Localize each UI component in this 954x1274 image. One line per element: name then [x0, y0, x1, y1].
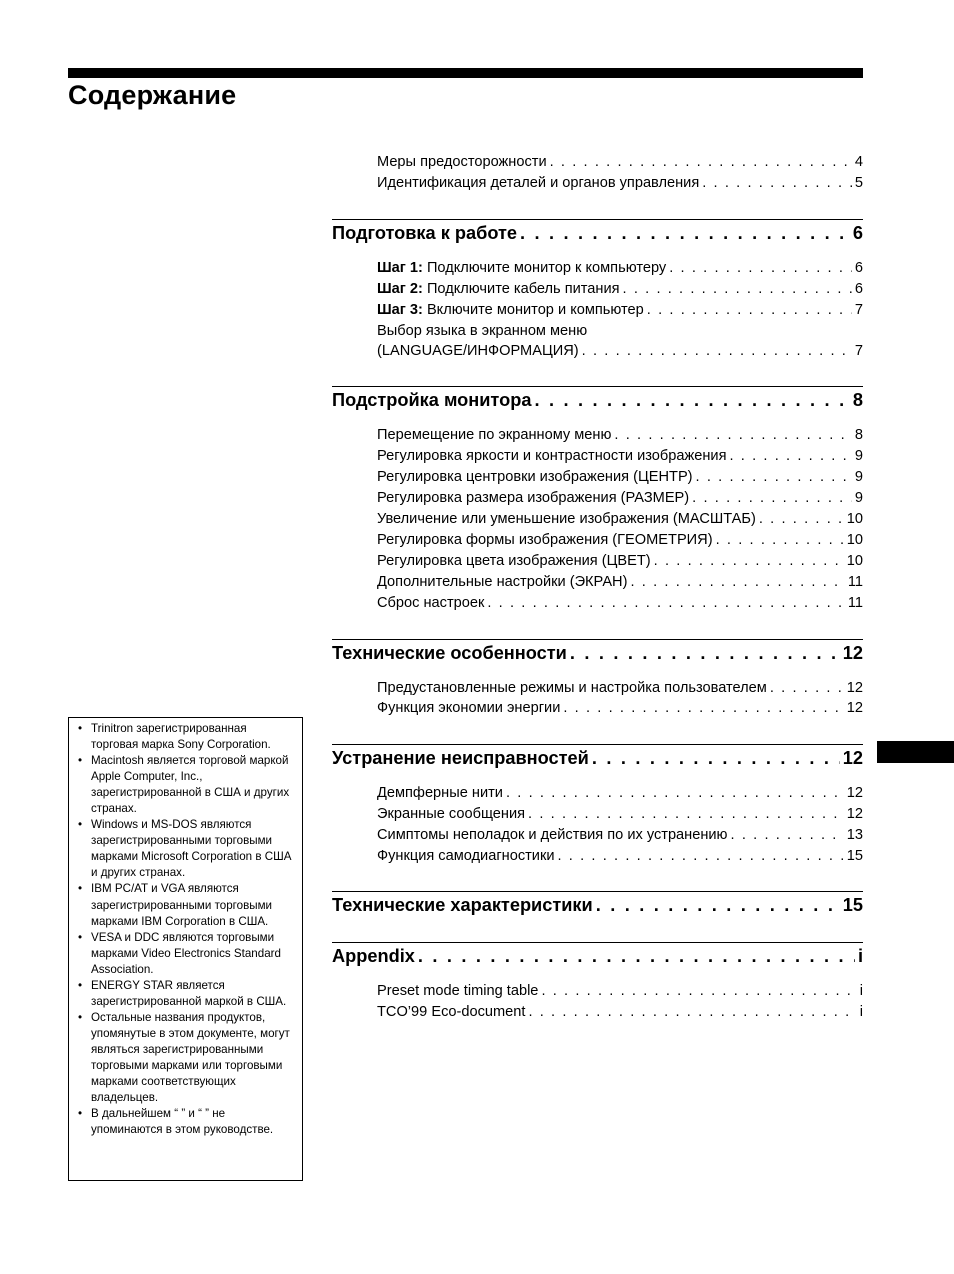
section-page-number: 8 — [852, 390, 863, 411]
dot-leader — [528, 804, 844, 825]
step-label: Шаг 2: — [377, 280, 423, 297]
dot-leader — [716, 530, 844, 551]
toc-entry-title — [377, 446, 726, 467]
section-title: Технические характеристики — [332, 894, 593, 915]
toc-entry-text: Меры предосторожности — [377, 154, 547, 170]
toc-entry-text: Регулировка формы изображения (ГЕОМЕТРИЯ) — [377, 531, 713, 548]
page-number: 6 — [854, 280, 863, 297]
dot-leader — [506, 783, 844, 804]
toc-entry[interactable] — [377, 981, 863, 1002]
toc-entry[interactable] — [377, 783, 863, 804]
section-title: Технические особенности — [332, 642, 567, 663]
toc-entry[interactable] — [377, 846, 863, 867]
toc-entry[interactable] — [377, 488, 863, 509]
toc-entry-text: Регулировка яркости и контрастности изображения — [377, 448, 727, 465]
toc-entry[interactable] — [377, 152, 863, 173]
page-number: 13 — [846, 827, 863, 844]
page-number: 9 — [854, 448, 863, 465]
trademark-list — [75, 721, 296, 1138]
page-number: 10 — [846, 552, 863, 569]
section-page-number: 15 — [842, 894, 863, 915]
toc-entry[interactable] — [377, 593, 863, 614]
toc-entry-text: Дополнительные настройки (ЭКРАН) — [377, 573, 628, 590]
dot-leader — [696, 467, 852, 488]
dot-leader — [729, 446, 851, 467]
dot-leader — [563, 698, 843, 719]
toc-section-items — [332, 425, 863, 613]
page-title: Содержание — [68, 80, 237, 110]
toc-entry-title — [377, 1002, 525, 1023]
toc-entry[interactable] — [377, 467, 863, 488]
toc-entry-title — [377, 981, 538, 1002]
toc-entry-text: Регулировка размера изображения (РАЗМЕР) — [377, 490, 690, 507]
intro-entries — [332, 152, 863, 219]
dot-leader — [558, 846, 844, 867]
dot-leader — [596, 892, 840, 918]
dot-leader — [731, 825, 844, 846]
toc-entry-text: Включите монитор и компьютер — [422, 301, 644, 318]
dot-leader — [654, 551, 844, 572]
toc-entry[interactable] — [377, 509, 863, 530]
page-number: 15 — [846, 848, 863, 865]
header-rule — [68, 68, 863, 78]
toc-entry[interactable] — [377, 825, 863, 846]
trademark-note: • Trinitron зарегистрированная торговая марка Sony Corporation. — [75, 721, 296, 753]
toc-entry[interactable] — [377, 698, 863, 719]
page-number: 5 — [854, 174, 863, 191]
toc-entry-title — [377, 572, 627, 593]
toc-section-items — [332, 678, 863, 720]
page-number: 9 — [854, 490, 863, 507]
toc-section-heading[interactable] — [332, 640, 863, 672]
toc-entry-text: Сброс настроек — [377, 594, 485, 611]
dot-leader — [614, 425, 851, 446]
toc-entry[interactable] — [377, 173, 863, 194]
section-title: Устранение неисправностей — [332, 748, 589, 769]
toc-entry-text: Функция самодиагностики — [377, 848, 555, 865]
dot-leader — [550, 152, 852, 173]
section-title: Подстройка монитора — [332, 390, 532, 411]
toc-entry-title — [377, 488, 689, 509]
toc-entry-text: Экранные сообщения — [377, 806, 526, 823]
toc-section — [332, 219, 863, 363]
toc-entry-title — [377, 804, 525, 825]
dot-leader — [759, 509, 844, 530]
toc-entry-title — [377, 846, 555, 867]
section-page-number: 12 — [842, 748, 863, 769]
page-number: 4 — [854, 154, 863, 170]
dot-leader — [534, 387, 849, 413]
dot-leader — [770, 678, 844, 699]
table-of-contents — [332, 152, 863, 1023]
toc-section-heading[interactable] — [332, 943, 863, 975]
dot-leader — [623, 279, 852, 300]
toc-entry-text: Функция экономии энергии — [377, 700, 561, 717]
page-number: 10 — [846, 510, 863, 527]
toc-entry[interactable] — [377, 300, 863, 321]
toc-entry-text: Предустановленные режимы и настройка пользователем — [377, 679, 767, 696]
page-number: i — [859, 982, 863, 999]
toc-entry-text: Регулировка цвета изображения (ЦВЕТ) — [377, 552, 651, 569]
page-number: i — [859, 1003, 863, 1020]
toc-entry-title — [377, 530, 713, 551]
toc-entry-text: TCO’99 Eco-document — [377, 1003, 526, 1020]
toc-entry[interactable] — [377, 572, 863, 593]
toc-section — [332, 386, 863, 613]
toc-entry-text: Увеличение или уменьшение изображения (МАСШТАБ) — [377, 510, 756, 527]
toc-entry-text: Регулировка центровки изображения (ЦЕНТР) — [377, 469, 693, 486]
toc-entry[interactable] — [377, 804, 863, 825]
toc-section-heading[interactable] — [332, 745, 863, 777]
trademark-note: • В дальнейшем “ ” и “ ” не упоминаются в этом руководстве. — [75, 1106, 296, 1138]
step-label: Шаг 1: — [377, 259, 423, 276]
toc-entry-title — [377, 825, 728, 846]
section-title: Подготовка к работе — [332, 222, 517, 243]
page-number: 6 — [854, 259, 863, 276]
toc-entry-title — [377, 467, 693, 488]
toc-entry-text: Демпферные нити — [377, 785, 503, 802]
section-page-number: 12 — [842, 642, 863, 663]
page-number: 8 — [854, 427, 863, 444]
toc-section-items — [332, 258, 863, 363]
toc-entry-title — [377, 323, 587, 339]
toc-section-heading[interactable] — [332, 387, 863, 419]
toc-entry-title — [377, 783, 503, 804]
toc-entry[interactable] — [377, 551, 863, 572]
dot-leader — [541, 981, 856, 1002]
toc-section — [332, 891, 863, 924]
toc-entry-text: Выбор языка в экранном меню — [377, 322, 588, 339]
trademark-note: • IBM PC/AT и VGA являются зарегистрированными торговыми марками IBM Corporation в США. — [75, 881, 296, 929]
page-number: 11 — [847, 573, 863, 590]
page-number: 7 — [854, 343, 863, 360]
toc-entry[interactable] — [377, 321, 863, 342]
toc-entry-text: Подключите кабель питания — [422, 280, 620, 297]
toc-entry-title — [377, 300, 644, 321]
toc-entry[interactable] — [377, 530, 863, 551]
toc-entry[interactable] — [377, 678, 863, 699]
section-title: Appendix — [332, 945, 415, 966]
dot-leader — [582, 341, 852, 362]
trademark-note: • Macintosh является торговой маркой Apple Computer, Inc., зарегистрированной в США и других странах. — [75, 753, 296, 817]
toc-entry[interactable] — [377, 446, 863, 467]
page-number: 12 — [846, 785, 863, 802]
toc-section-heading[interactable] — [332, 892, 863, 924]
page-number: 12 — [846, 806, 863, 823]
trademark-note: • Остальные названия продуктов, упомянутые в этом документе, могут являться зарегистрированными торговыми марками или торговыми марками соответствующих владельцев. — [75, 1010, 296, 1106]
toc-entry-text: (LANGUAGE/ИНФОРМАЦИЯ) — [377, 343, 579, 360]
dot-leader — [418, 943, 855, 969]
page-number: 11 — [847, 594, 863, 611]
toc-entry-title — [377, 279, 620, 300]
toc-entry-text: Preset mode timing table — [377, 982, 539, 999]
dot-leader — [520, 220, 850, 246]
toc-section — [332, 639, 863, 720]
section-page-number: 6 — [852, 222, 863, 243]
dot-leader — [487, 593, 844, 614]
toc-entry[interactable] — [377, 341, 863, 362]
dot-leader — [528, 1002, 856, 1023]
toc-entry-title — [377, 551, 651, 572]
page-number: 7 — [854, 301, 863, 318]
toc-entry-title — [377, 509, 756, 530]
toc-entry-title — [377, 425, 611, 446]
toc-entry-text: Симптомы неполадок и действия по их устранению — [377, 827, 728, 844]
toc-section — [332, 942, 863, 1023]
dot-leader — [630, 572, 844, 593]
toc-entry-text: Идентификация деталей и органов управления — [377, 174, 700, 191]
toc-entry[interactable] — [377, 279, 863, 300]
dot-leader — [647, 300, 852, 321]
page-number: 10 — [846, 531, 863, 548]
toc-entry-title — [377, 593, 484, 614]
dot-leader — [570, 640, 840, 666]
dot-leader — [669, 258, 852, 279]
page-number: 12 — [846, 679, 863, 696]
toc-section — [332, 744, 863, 867]
toc-entry-title — [377, 173, 699, 194]
toc-entry-title — [377, 678, 767, 699]
toc-entry[interactable] — [377, 425, 863, 446]
toc-entry-title — [377, 258, 666, 279]
trademark-note: • Windows и MS-DOS являются зарегистрированными торговыми марками Microsoft Corporation в США и других странах. — [75, 817, 296, 881]
dot-leader — [592, 745, 840, 771]
toc-entry[interactable] — [377, 258, 863, 279]
toc-entry-text: Подключите монитор к компьютеру — [422, 259, 667, 276]
toc-section-heading[interactable] — [332, 220, 863, 252]
dot-leader — [702, 173, 852, 194]
trademark-note: • VESA и DDC являются торговыми марками Video Electronics Standard Association. — [75, 930, 296, 978]
step-label: Шаг 3: — [377, 301, 423, 318]
dot-leader — [692, 488, 852, 509]
toc-entry-title — [377, 341, 579, 362]
trademark-notes-box — [68, 717, 303, 1181]
toc-section-items — [332, 981, 863, 1023]
toc-entry-text: Перемещение по экранному меню — [377, 427, 612, 444]
toc-section-items — [332, 783, 863, 867]
toc-entry[interactable] — [377, 1002, 863, 1023]
toc-entry-title — [377, 152, 547, 173]
trademark-note: • ENERGY STAR является зарегистрированной маркой в США. — [75, 978, 296, 1010]
toc-entry-title — [377, 698, 560, 719]
section-thumb-tab — [877, 741, 954, 763]
section-page-number: i — [857, 945, 863, 966]
page-number: 9 — [854, 469, 863, 486]
page-number: 12 — [846, 700, 863, 717]
